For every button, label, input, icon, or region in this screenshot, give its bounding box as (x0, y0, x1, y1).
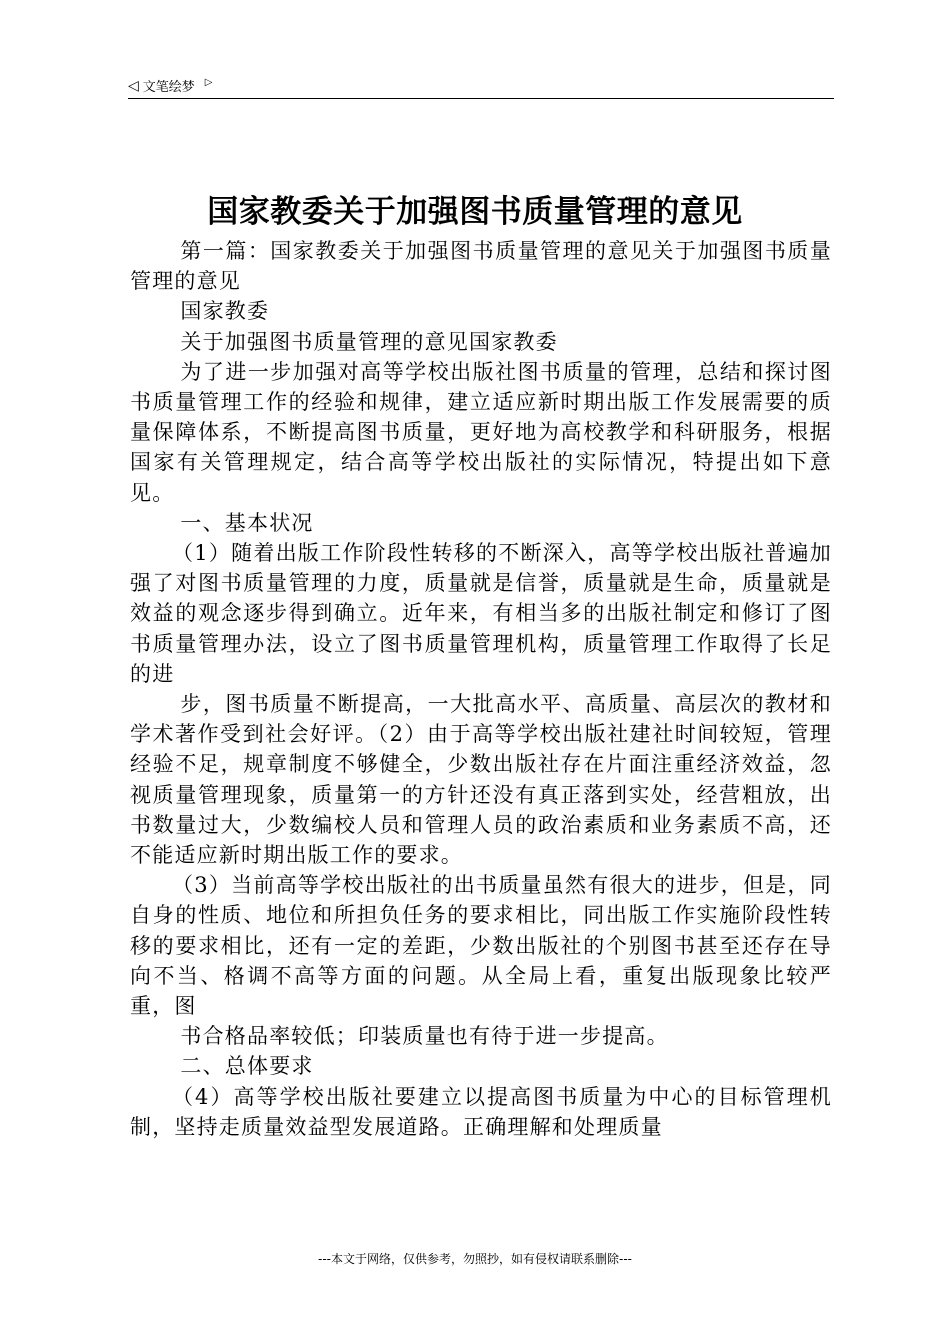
page-footer: ---本文于网络，仅供参考，勿照抄，如有侵权请联系删除--- (318, 1252, 632, 1266)
header-brand (128, 76, 213, 95)
paragraph: 书合格品率较低；印装质量也有待于进一步提高。 (180, 1024, 669, 1049)
section-heading: 二、总体要求 (180, 1054, 314, 1079)
triangle-left-icon: ◁ (128, 77, 139, 94)
paragraph: 为了进一步加强对高等学校出版社图书质量的管理，总结和探讨图书质量管理工作的经验和规律，建立适应新时期出版工作发展需要的质量保障体系，不断提高图书质量，更好地为高校教学和科研服务，根据国家有关管理规定，结合高等学校出版社的实际情况，特提出如下意见。 (130, 359, 832, 505)
paragraph: （3）当前高等学校出版社的出书质量虽然有很大的进步，但是，同自身的性质、地位和所担负任务的要求相比，同出版工作实施阶段性转移的要求相比，还有一定的差距，少数出版社的个别图书甚至还存在导向不当、格调不高等方面的问题。从全局上看，重复出版现象比较严重，图 (130, 873, 832, 1019)
paragraph: 步，图书质量不断提高，一大批高水平、高质量、高层次的教材和学术著作受到社会好评。（2）由于高等学校出版社建社时间较短，管理经验不足，规章制度不够健全，少数出版社存在片面注重经济效益，忽视质量管理现象，质量第一的方针还没有真正落到实处，经营粗放，出书数量过大，少数编校人员和管理人员的政治素质和业务素质不高，还不能适应新时期出版工作的要求。 (130, 692, 832, 868)
paragraph: （4）高等学校出版社要建立以提高图书质量为中心的目标管理机制，坚持走质量效益型发展道路。正确理解和处理质量 (130, 1084, 832, 1139)
document-title: 国家教委关于加强图书质量管理的意见 (207, 194, 743, 230)
paragraph: 第一篇：国家教委关于加强图书质量管理的意见关于加强图书质量管理的意见 (130, 239, 832, 294)
triangle-right-icon: ▷ (204, 77, 213, 88)
document-body (130, 236, 832, 1142)
section-heading: 一、基本状况 (180, 510, 314, 535)
paragraph: 关于加强图书质量管理的意见国家教委 (180, 329, 558, 354)
paragraph: 国家教委 (180, 299, 270, 324)
paragraph: （1）随着出版工作阶段性转移的不断深入，高等学校出版社普遍加强了对图书质量管理的力度，质量就是信誉，质量就是生命，质量就是效益的观念逐步得到确立。近年来，有相当多的出版社制定和修订了图书质量管理办法，设立了图书质量管理机构，质量管理工作取得了长足的进 (130, 541, 832, 686)
page-header (128, 74, 834, 99)
brand-text: 文笔绘梦 (142, 80, 195, 95)
